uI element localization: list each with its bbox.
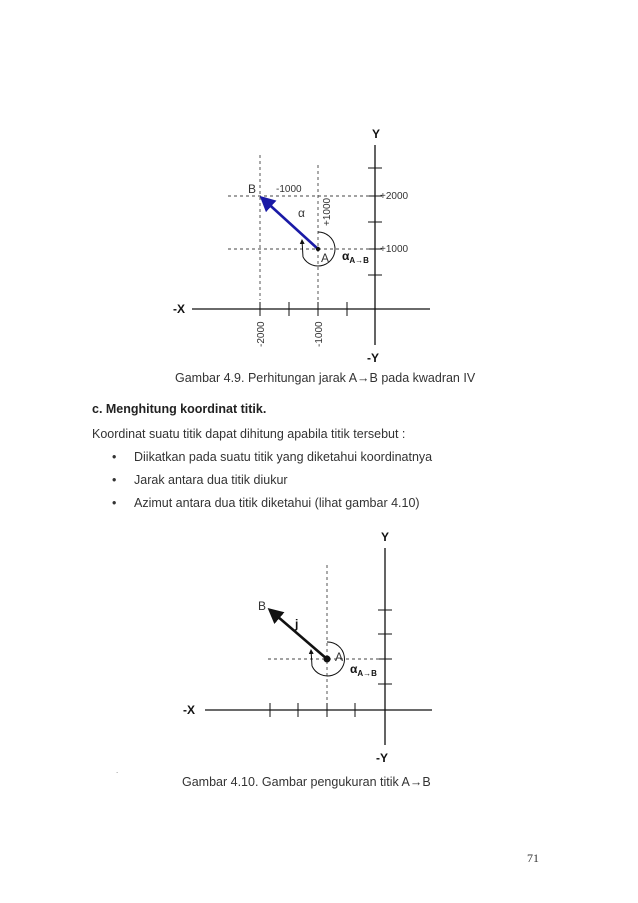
- fig1-axis-y-bottom: -Y: [367, 351, 379, 365]
- page-number: 71: [527, 851, 539, 865]
- fig1-azimuth-label: $\alpha_{A\to B}$: [342, 249, 369, 265]
- figure-4-9-caption: Gambar 4.9. Perhitungan jarak A→B pada kwadran IV: [175, 371, 476, 385]
- bullet-icon: •: [112, 496, 117, 510]
- figure-4-10: [183, 530, 432, 765]
- fig1-vector-ab: [262, 198, 318, 249]
- list-item: • Azimut antara dua titik diketahui (lihat gambar 4.10): [108, 492, 432, 515]
- fig1-dashed-guides: [228, 155, 372, 300]
- fig2-axis-x-left: -X: [183, 703, 195, 717]
- section-heading: c. Menghitung koordinat titik.: [92, 402, 267, 416]
- fig2-vector-ab: [270, 610, 327, 659]
- list-item: • Jarak antara dua titik diukur: [108, 469, 432, 492]
- fig1-dy-label: +1000: [322, 197, 333, 226]
- fig2-axis-y-top: Y: [381, 530, 390, 544]
- fig1-tick-label-y-2000: +2000: [380, 191, 409, 202]
- fig2-dashed-guides: [268, 565, 382, 702]
- fig1-dx-label: -1000: [276, 184, 302, 195]
- list-item: • Diikatkan pada suatu titik yang diketahui koordinatnya: [108, 446, 432, 469]
- fig2-distance-label: j: [295, 617, 299, 631]
- bullet-icon: •: [112, 450, 117, 464]
- fig2-azimuth-label: $\alpha_{A\to B}$: [350, 662, 377, 678]
- fig1-point-a-label: A: [321, 251, 330, 265]
- bullet-icon: •: [112, 473, 117, 487]
- fig1-point-a-marker: [316, 247, 320, 251]
- fig2-point-a-marker: [324, 656, 331, 663]
- fig2-small-arrow: [311, 650, 312, 666]
- fig2-axis-y-bottom: -Y: [376, 751, 388, 765]
- fig1-axis-x-left: -X: [173, 302, 185, 316]
- section-intro: Koordinat suatu titik dapat dihitung apabila titik tersebut :: [92, 427, 406, 441]
- conditions-list: [108, 446, 432, 515]
- stray-mark: .: [116, 766, 119, 775]
- figure-4-9: [173, 127, 430, 365]
- figure-4-10-caption: Gambar 4.10. Gambar pengukuran titik A→B: [182, 775, 431, 789]
- fig1-tick-label-y-1000: +1000: [380, 244, 409, 255]
- fig2-point-a-label: A: [335, 650, 344, 664]
- fig1-axis-y-top: Y: [372, 127, 381, 141]
- fig1-small-arrow: [302, 240, 303, 257]
- fig1-tick-label-x-1000: -1000: [314, 321, 325, 347]
- fig1-tick-label-x-2000: -2000: [256, 321, 267, 347]
- fig1-point-b-label: B: [248, 182, 257, 196]
- fig2-point-b-label: B: [258, 599, 267, 613]
- fig1-alpha-label: α: [298, 206, 305, 220]
